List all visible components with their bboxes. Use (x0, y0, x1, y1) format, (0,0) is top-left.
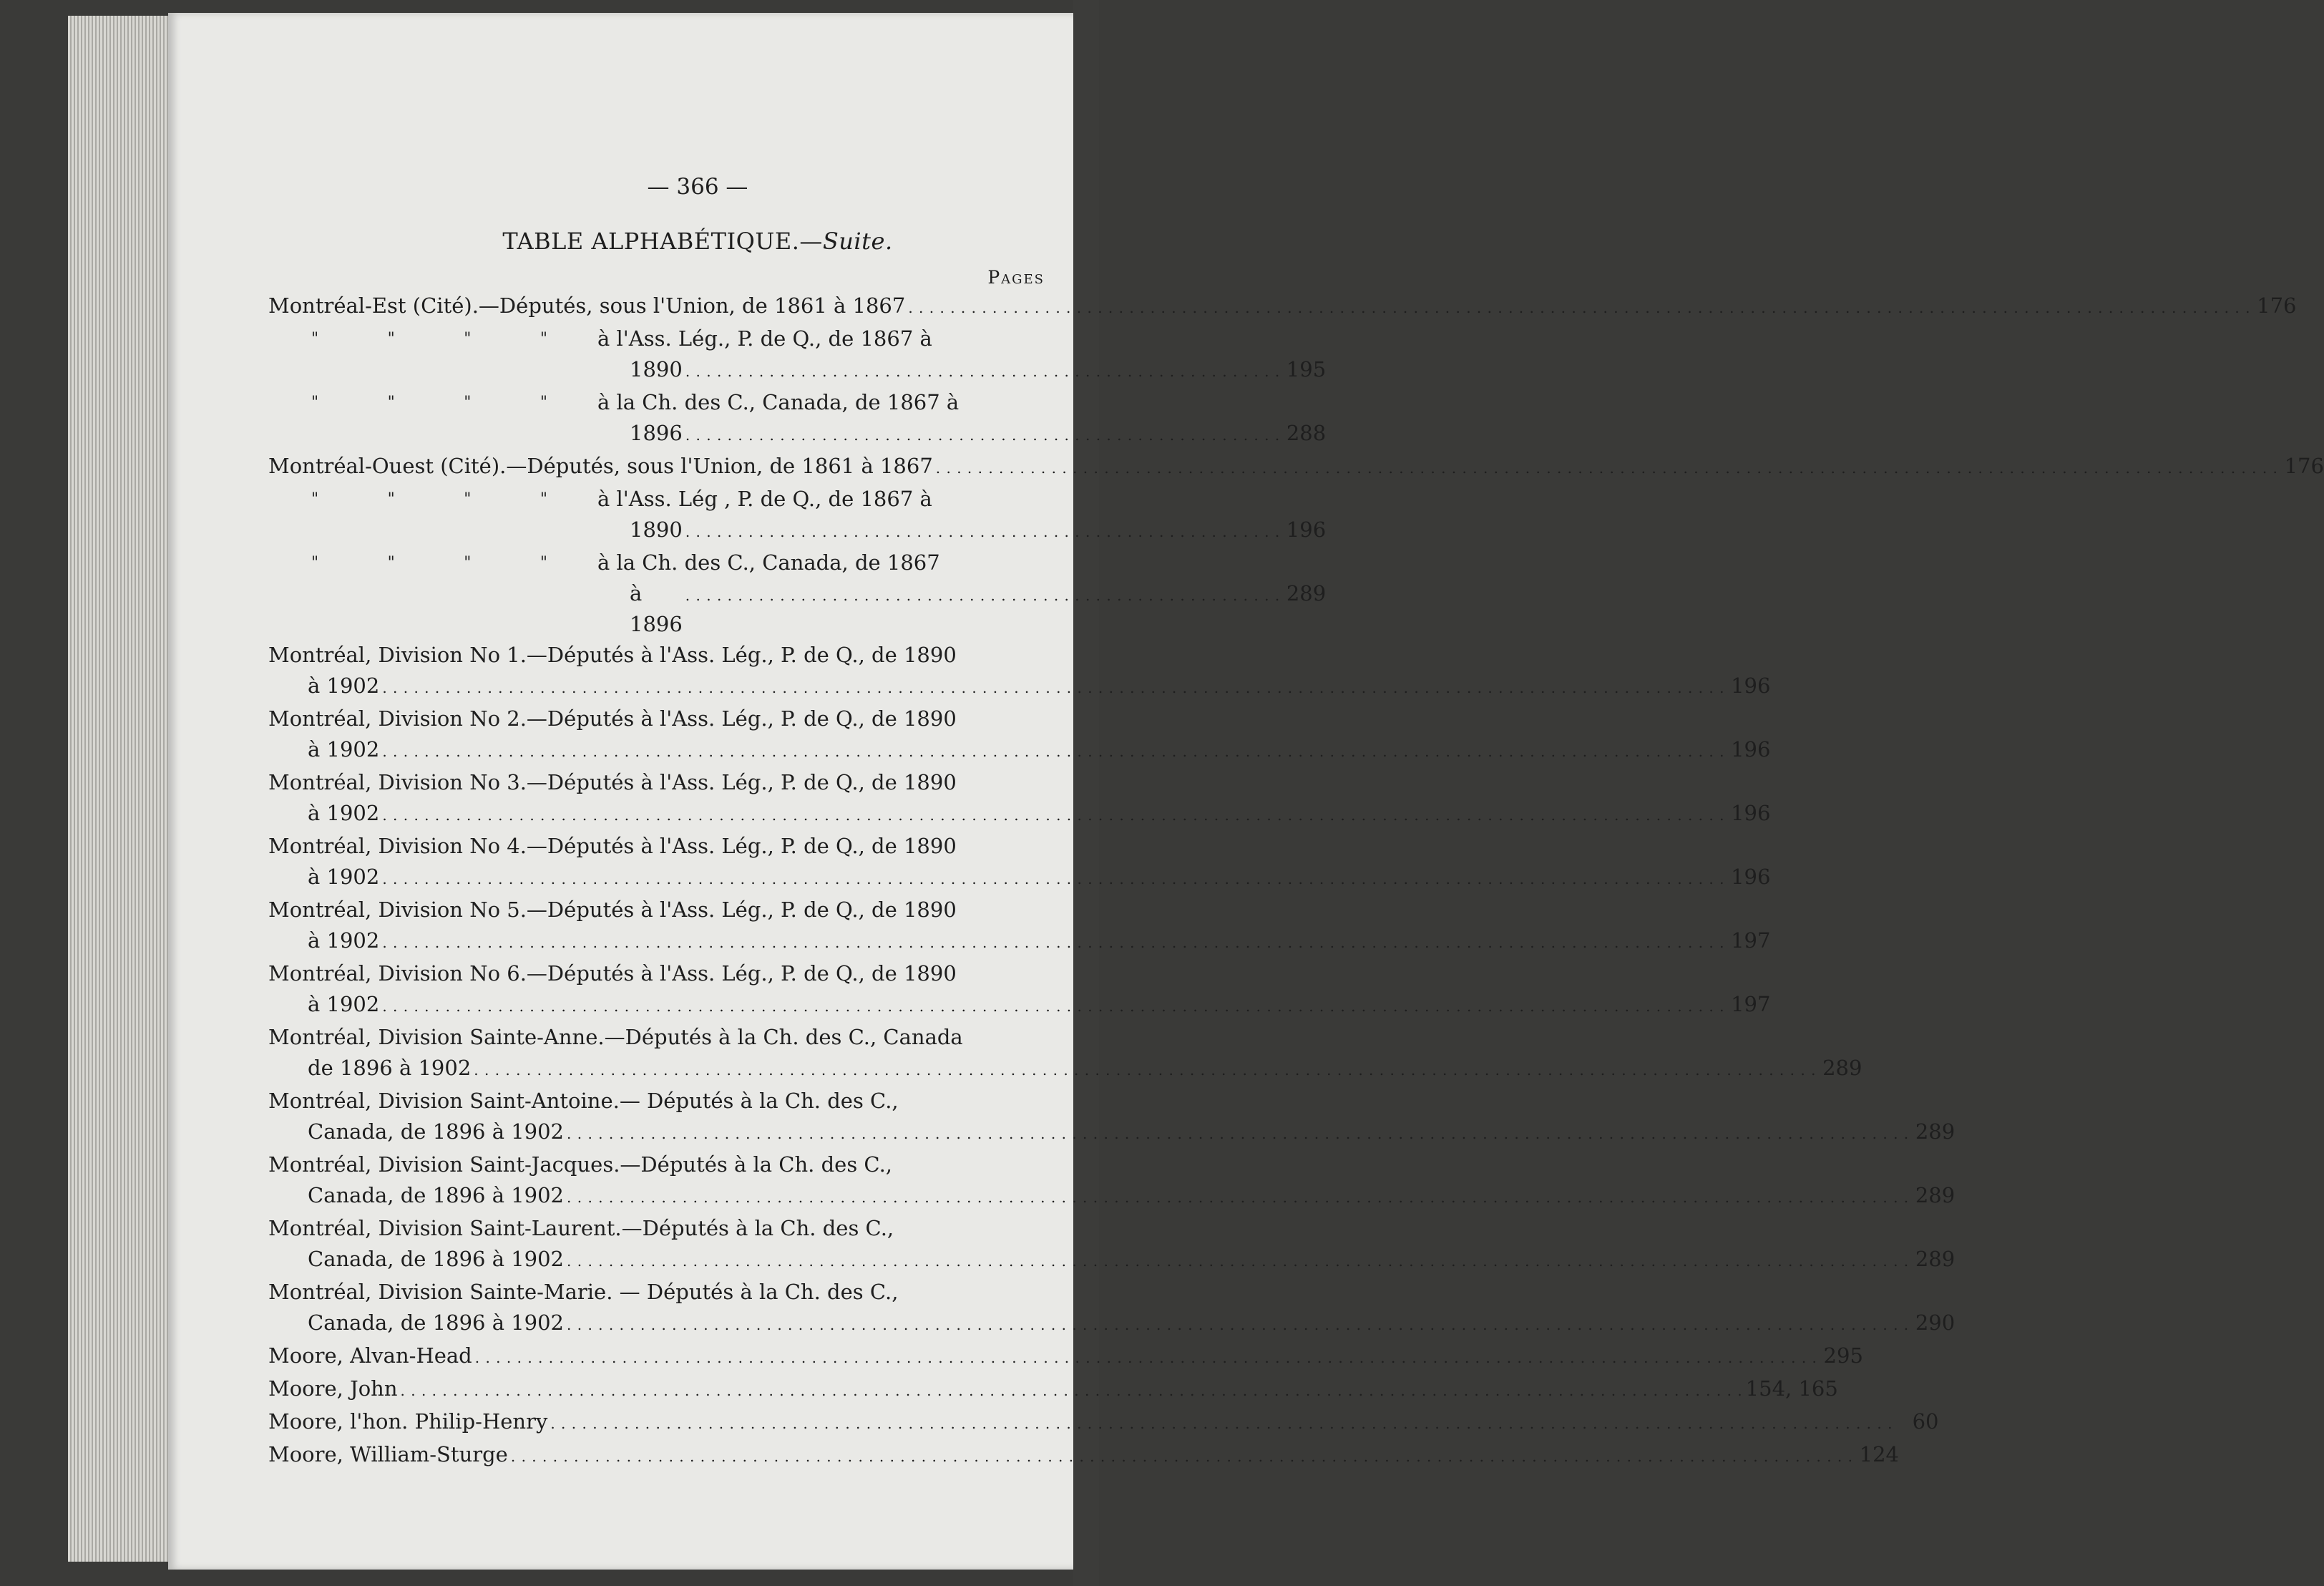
page-reference: 289 (1915, 1247, 1956, 1271)
page-reference: 289 (1822, 1056, 1862, 1080)
leader-dots (382, 734, 1724, 767)
ditto-mark: " (464, 490, 472, 508)
index-entry (268, 1149, 1956, 1213)
index-entry (268, 387, 1327, 451)
entry-text: à 1902 (308, 673, 380, 698)
ditto-mark: " (387, 330, 395, 348)
entry-text: à 1902 (308, 801, 380, 825)
ditto-mark: " (311, 394, 319, 412)
page-reference: 176 (2284, 454, 2324, 478)
leader-dots (685, 578, 1280, 611)
leader-dots (382, 862, 1724, 895)
index-entry (268, 451, 2324, 484)
entry-text: Montréal-Est (Cité).—Députés, sous l'Union, de 1861 à 1867 (268, 293, 906, 318)
page-reference: 196 (1731, 673, 1771, 698)
ditto-mark: " (464, 330, 472, 348)
ditto-marks (268, 387, 597, 451)
index-entry (268, 1213, 1956, 1277)
page-reference: 195 (1286, 357, 1327, 381)
page-reference: 60 (1912, 1409, 1939, 1434)
leader-dots (382, 798, 1724, 831)
entry-text: à la Ch. des C., Canada, de 1867 à (597, 390, 960, 414)
entry-text: à la Ch. des C., Canada, de 1867 (597, 550, 940, 575)
index-entry (268, 1086, 1956, 1149)
book-page (168, 13, 2324, 1570)
index-entry (268, 958, 1771, 1022)
leader-dots (382, 925, 1724, 958)
index-entry (268, 704, 1771, 767)
page-reference: 295 (1823, 1343, 1863, 1368)
leader-dots (567, 1308, 1909, 1341)
entry-text: à l'Ass. Lég , P. de Q., de 1867 à (597, 487, 932, 511)
page-reference: 196 (1731, 801, 1771, 825)
entry-text: Montréal, Division No 1.—Députés à l'Ass. Lég., P. de Q., de 1890 (268, 643, 957, 667)
leader-dots (567, 1116, 1909, 1149)
ditto-mark: " (540, 490, 547, 508)
entry-text: de 1896 à 1902 (308, 1056, 472, 1080)
page-reference: 196 (1286, 517, 1327, 542)
index-entry (268, 767, 1771, 831)
leader-dots (567, 1244, 1909, 1277)
entry-text: Montréal, Division No 4.—Députés à l'Ass. Lég., P. de Q., de 1890 (268, 834, 957, 858)
page-reference: 197 (1731, 992, 1771, 1016)
entry-text: Canada, de 1896 à 1902 (308, 1247, 565, 1271)
page-reference: 289 (1915, 1119, 1956, 1144)
leader-dots (382, 989, 1724, 1022)
page-reference: 288 (1286, 421, 1327, 445)
page-title (168, 228, 1073, 255)
ditto-mark: " (311, 490, 319, 508)
entry-text: Montréal, Division Saint-Jacques.—Députés à la Ch. des C., (268, 1152, 893, 1177)
index-entry (268, 1341, 1863, 1373)
ditto-mark: " (464, 394, 472, 412)
entry-text: Montréal, Division No 5.—Députés à l'Ass. Lég., P. de Q., de 1890 (268, 897, 957, 922)
entry-text: Montréal, Division Sainte-Anne.—Députés à la Ch. des C., Canada (268, 1025, 963, 1049)
entry-text: Montréal, Division Saint-Laurent.—Députés à la Ch. des C., (268, 1216, 894, 1240)
ditto-mark: " (540, 394, 547, 412)
entry-text: à 1902 (308, 865, 380, 889)
leader-dots (685, 418, 1280, 451)
index-entry (268, 291, 2297, 323)
leader-dots (936, 451, 2278, 484)
page-reference: 289 (1915, 1183, 1956, 1207)
entry-text: Canada, de 1896 à 1902 (308, 1183, 565, 1207)
ditto-mark: " (311, 554, 319, 572)
page-edges (68, 16, 182, 1562)
index-entry (268, 1406, 1939, 1439)
leader-dots (567, 1180, 1909, 1213)
index-entry (268, 831, 1771, 895)
entry-text: Montréal, Division Sainte-Marie. — Députés à la Ch. des C., (268, 1280, 899, 1304)
ditto-mark: " (387, 490, 395, 508)
page-reference: 289 (1286, 581, 1327, 605)
index-entry (268, 548, 1327, 640)
index-entry (268, 640, 1771, 704)
leader-dots (685, 515, 1280, 548)
entry-text: à 1902 (308, 928, 380, 953)
entry-text: Montréal-Ouest (Cité).—Députés, sous l'Union, de 1861 à 1867 (268, 454, 933, 478)
page-reference: 197 (1731, 928, 1771, 953)
entry-text: 1896 (630, 421, 683, 445)
ditto-marks (268, 548, 597, 640)
entry-text: 1890 (630, 517, 683, 542)
page-reference: 290 (1915, 1310, 1956, 1335)
leader-dots (511, 1439, 1853, 1472)
entry-text: à 1902 (308, 992, 380, 1016)
ditto-mark: " (387, 554, 395, 572)
title-main: TABLE ALPHABÉTIQUE.— (502, 228, 823, 255)
ditto-mark: " (540, 554, 547, 572)
index-entry (268, 1277, 1956, 1341)
page-reference: 124 (1859, 1442, 1900, 1466)
entry-text: Montréal, Division Saint-Antoine.— Députés à la Ch. des C., (268, 1089, 899, 1113)
entry-text: 1890 (630, 357, 683, 381)
leader-dots (474, 1053, 1816, 1086)
index-entry (268, 484, 1327, 548)
entry-text: à l'Ass. Lég., P. de Q., de 1867 à (597, 326, 932, 351)
entry-text: Montréal, Division No 2.—Députés à l'Ass. Lég., P. de Q., de 1890 (268, 706, 957, 731)
entry-text: Moore, John (268, 1376, 398, 1401)
ditto-mark: " (311, 330, 319, 348)
index-entry (268, 895, 1771, 958)
entry-text: à 1902 (308, 737, 380, 762)
index-entry (268, 1439, 1900, 1472)
page-reference: 154, 165 (1745, 1376, 1838, 1401)
leader-dots (550, 1406, 1893, 1439)
leader-dots (475, 1341, 1817, 1373)
page-reference: 196 (1731, 737, 1771, 762)
entry-text: Moore, l'hon. Philip-Henry (268, 1409, 548, 1434)
leader-dots (401, 1373, 1743, 1406)
index-entry (268, 1022, 1862, 1086)
ditto-marks (268, 323, 597, 387)
entry-text: Montréal, Division No 6.—Députés à l'Ass. Lég., P. de Q., de 1890 (268, 961, 957, 986)
page-number: — 366 — (647, 174, 748, 200)
index-entries (268, 291, 2324, 1472)
entry-text: Moore, Alvan-Head (268, 1343, 472, 1368)
entry-text: à 1896 (630, 581, 683, 636)
page-reference: 196 (1731, 865, 1771, 889)
ditto-mark: " (387, 394, 395, 412)
entry-text: Moore, William-Sturge (268, 1442, 508, 1466)
title-suffix: Suite. (822, 228, 893, 255)
leader-dots (382, 671, 1724, 704)
ditto-marks (268, 484, 597, 548)
entry-text: Montréal, Division No 3.—Députés à l'Ass. Lég., P. de Q., de 1890 (268, 770, 957, 794)
entry-text: Canada, de 1896 à 1902 (308, 1310, 565, 1335)
entry-text: Canada, de 1896 à 1902 (308, 1119, 565, 1144)
pages-column-heading: Pages (987, 267, 1045, 288)
ditto-mark: " (540, 330, 547, 348)
leader-dots (685, 354, 1280, 387)
index-entry (268, 323, 1327, 387)
page-reference: 176 (2257, 293, 2297, 318)
leader-dots (908, 291, 2250, 323)
ditto-mark: " (464, 554, 472, 572)
index-entry (268, 1373, 1838, 1406)
